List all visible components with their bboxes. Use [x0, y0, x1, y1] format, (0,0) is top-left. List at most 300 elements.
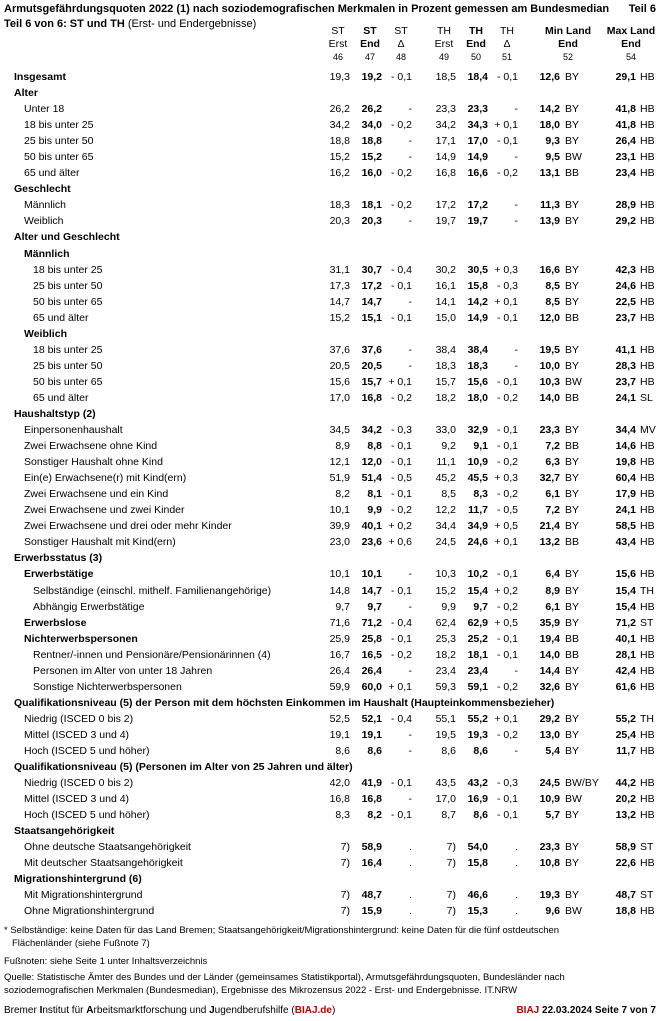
cell-max-value: 28,3: [615, 359, 636, 372]
cell-th-delta: + 0,1: [494, 119, 518, 132]
cell-th-erst: 9,2: [441, 440, 456, 453]
cell-min-value: 18,0: [539, 119, 560, 132]
cell-max-value: 17,9: [615, 488, 636, 501]
cell-min-land: BW: [565, 151, 582, 164]
cell-min-value: 10,3: [539, 375, 560, 388]
cell-th-end: 17,2: [467, 199, 488, 212]
cell-st-end: 17,2: [361, 279, 382, 292]
cell-max-value: 44,2: [615, 777, 636, 790]
cell-min-value: 13,2: [539, 536, 560, 549]
cell-st-erst: 20,3: [329, 215, 350, 228]
cell-max-land: ST: [640, 889, 654, 902]
cell-st-erst: 8,6: [335, 744, 350, 757]
cell-min-land: BY: [565, 119, 580, 132]
cell-th-delta: -: [514, 343, 518, 356]
row-label: Sonstige Nichterwerbspersonen: [33, 680, 182, 693]
cell-th-delta: + 0,5: [494, 520, 518, 533]
cell-th-erst: 19,7: [435, 215, 456, 228]
cell-max-value: 22,6: [615, 857, 636, 870]
cell-st-erst: 15,6: [329, 375, 350, 388]
cell-min-value: 19,3: [539, 889, 560, 902]
organization-line: Bremer Institut für Arbeitsmarktforschung und Jugendberufshilfe (BIAJ.de): [4, 1005, 336, 1016]
cell-st-erst: 17,0: [329, 391, 350, 404]
cell-th-end: 10,2: [467, 568, 488, 581]
cell-st-delta: - 0,1: [390, 584, 412, 597]
row-label: Erwerbslose: [24, 616, 87, 629]
cell-th-delta: -: [514, 744, 518, 757]
cell-min-value: 8,5: [545, 295, 560, 308]
cell-st-erst: 8,9: [335, 440, 350, 453]
section-heading: [0, 406, 661, 422]
cell-th-erst: 24,5: [435, 536, 456, 549]
cell-th-erst: 7): [446, 889, 456, 902]
cell-st-delta: -: [408, 215, 412, 228]
cell-max-land: HB: [640, 905, 655, 918]
table-row: [0, 165, 661, 181]
cell-st-end: 15,2: [361, 151, 382, 164]
cell-th-end: 8,6: [473, 809, 488, 822]
cell-th-erst: 8,6: [441, 744, 456, 757]
cell-th-delta: - 0,1: [496, 135, 518, 148]
cell-th-end: 34,3: [467, 119, 488, 132]
cell-th-end: 23,4: [467, 664, 488, 677]
cell-st-end: 18,1: [361, 199, 382, 212]
table-row: [0, 631, 661, 647]
cell-max-value: 41,8: [615, 119, 636, 132]
cell-st-erst: 8,3: [335, 809, 350, 822]
cell-th-delta: - 0,1: [496, 71, 518, 83]
cell-th-delta: - 0,2: [496, 600, 518, 613]
cell-th-end: 16,9: [467, 793, 488, 806]
table-row: [0, 711, 661, 727]
cell-st-end: 10,1: [361, 568, 382, 581]
col-header-min-land: Min Land End 52: [544, 25, 592, 62]
cell-th-erst: 25,3: [435, 632, 456, 645]
table-row: [0, 615, 661, 631]
cell-st-delta: - 0,1: [390, 632, 412, 645]
col-header-th-delta: TH Δ 51: [500, 25, 514, 62]
cell-st-end: 19,1: [361, 728, 382, 741]
cell-st-end: 26,4: [361, 664, 382, 677]
cell-max-land: HB: [640, 664, 655, 677]
row-label: 65 und älter: [24, 167, 80, 180]
cell-min-value: 12,6: [539, 71, 560, 83]
row-label: Ohne Migrationshintergrund: [24, 905, 155, 918]
cell-th-erst: 23,4: [435, 664, 456, 677]
cell-th-end: 18,1: [467, 648, 488, 661]
cell-min-land: BW: [565, 375, 582, 388]
cell-max-value: 28,1: [615, 648, 636, 661]
cell-st-delta: -: [408, 664, 412, 677]
cell-max-land: HB: [640, 215, 655, 228]
cell-st-end: 8,8: [367, 440, 382, 453]
row-label: Migrationshintergrund (6): [14, 873, 142, 886]
data-table: [0, 69, 661, 919]
table-row: [0, 213, 661, 229]
cell-st-end: 8,1: [367, 488, 382, 501]
cell-th-delta: + 0,5: [494, 616, 518, 629]
cell-min-land: BY: [565, 809, 580, 822]
cell-max-land: HB: [640, 777, 655, 790]
cell-max-land: HB: [640, 71, 655, 83]
cell-st-end: 16,5: [361, 648, 382, 661]
cell-max-value: 61,6: [615, 680, 636, 693]
cell-st-delta: - 0,1: [390, 440, 412, 453]
subtitle-rest: (Erst- und Endergebnisse): [124, 18, 257, 30]
cell-max-value: 58,9: [615, 841, 636, 854]
cell-max-value: 26,4: [615, 135, 636, 148]
cell-max-land: SL: [640, 391, 653, 404]
table-row: [0, 647, 661, 663]
cell-th-erst: 16,8: [435, 167, 456, 180]
cell-min-land: BY: [565, 584, 580, 597]
cell-th-erst: 7): [446, 841, 456, 854]
cell-st-end: 12,0: [361, 456, 382, 469]
cell-th-delta: + 0,3: [494, 472, 518, 485]
table-row: [0, 855, 661, 871]
cell-min-value: 14,0: [539, 648, 560, 661]
footnote-asterisk: * Selbständige: keine Daten für das Land Bremen; Staatsangehörigkeit/Migrationshintergrund: keine Daten für die fünf ostdeutschen: [4, 925, 560, 936]
cell-st-end: 16,4: [361, 857, 382, 870]
row-label: 25 bis unter 50: [24, 135, 94, 148]
table-row: [0, 310, 661, 326]
cell-max-value: 23,7: [615, 375, 636, 388]
cell-max-value: 43,4: [615, 536, 636, 549]
cell-th-delta: - 0,1: [496, 568, 518, 581]
cell-th-end: 14,2: [467, 295, 488, 308]
cell-th-end: 16,6: [467, 167, 488, 180]
cell-st-erst: 16,7: [329, 648, 350, 661]
cell-max-value: 28,9: [615, 199, 636, 212]
cell-th-erst: 17,0: [435, 793, 456, 806]
cell-min-land: BY: [565, 103, 580, 116]
cell-st-end: 18,8: [361, 135, 382, 148]
cell-min-value: 9,3: [545, 135, 560, 148]
cell-min-land: BY: [565, 295, 580, 308]
cell-st-delta: -: [408, 135, 412, 148]
cell-max-land: HB: [640, 857, 655, 870]
cell-st-erst: 34,5: [329, 424, 350, 437]
section-heading: [0, 229, 661, 245]
cell-min-value: 6,1: [545, 488, 560, 501]
cell-st-end: 14,7: [361, 584, 382, 597]
row-label: 18 bis unter 25: [33, 263, 103, 276]
cell-st-delta: - 0,2: [390, 119, 412, 132]
cell-th-end: 14,9: [467, 311, 488, 324]
cell-st-erst: 42,0: [329, 777, 350, 790]
cell-min-land: BY: [565, 488, 580, 501]
cell-th-delta: .: [515, 857, 518, 870]
cell-min-land: BY: [565, 472, 580, 485]
cell-max-value: 48,7: [615, 889, 636, 902]
table-row: [0, 903, 661, 919]
cell-st-delta: .: [409, 905, 412, 918]
cell-max-land: HB: [640, 504, 655, 517]
cell-th-end: 14,9: [467, 151, 488, 164]
cell-st-end: 41,9: [361, 777, 382, 790]
cell-st-end: 20,5: [361, 359, 382, 372]
cell-th-delta: - 0,2: [496, 456, 518, 469]
cell-min-land: BY: [565, 600, 580, 613]
cell-th-delta: - 0,2: [496, 728, 518, 741]
row-label: 65 und älter: [33, 311, 89, 324]
cell-max-land: HB: [640, 632, 655, 645]
row-label: Qualifikationsniveau (5) der Person mit dem höchsten Einkommen im Haushalt (Haupteinkommensbezieher): [14, 696, 555, 709]
cell-th-end: 43,2: [467, 777, 488, 790]
table-row: [0, 486, 661, 502]
table-row: [0, 663, 661, 679]
cell-th-erst: 17,2: [435, 199, 456, 212]
cell-max-value: 23,4: [615, 167, 636, 180]
cell-st-end: 58,9: [361, 841, 382, 854]
cell-max-value: 40,1: [615, 632, 636, 645]
cell-max-land: HB: [640, 119, 655, 132]
table-row: [0, 583, 661, 599]
cell-st-delta: -: [408, 600, 412, 613]
cell-st-erst: 20,5: [329, 359, 350, 372]
cell-st-erst: 7): [340, 905, 350, 918]
cell-st-erst: 12,1: [329, 456, 350, 469]
row-label: Zwei Erwachsene und drei oder mehr Kinder: [24, 520, 232, 533]
cell-max-land: HB: [640, 103, 655, 116]
table-row: [0, 294, 661, 310]
cell-min-land: BY: [565, 664, 580, 677]
cell-st-erst: 51,9: [329, 472, 350, 485]
cell-st-erst: 52,5: [329, 712, 350, 725]
cell-st-end: 9,7: [367, 600, 382, 613]
cell-st-erst: 71,6: [329, 616, 350, 629]
row-label: Selbständige (einschl. mithelf. Familienangehörige): [33, 584, 272, 597]
cell-st-delta: - 0,2: [390, 504, 412, 517]
cell-st-delta: - 0,1: [390, 71, 412, 83]
cell-st-delta: - 0,4: [390, 616, 412, 629]
cell-min-value: 24,5: [539, 777, 560, 790]
cell-st-erst: 26,2: [329, 103, 350, 116]
cell-max-value: 22,5: [615, 295, 636, 308]
row-label: Alter und Geschlecht: [14, 231, 120, 244]
row-label: Staatsangehörigkeit: [14, 825, 115, 838]
cell-min-land: BY: [565, 520, 580, 533]
cell-th-erst: 8,5: [441, 488, 456, 501]
col-header-th-end: TH End 50: [466, 25, 486, 62]
cell-th-end: 25,2: [467, 632, 488, 645]
cell-st-end: 30,7: [361, 263, 382, 276]
cell-th-delta: - 0,2: [496, 488, 518, 501]
cell-st-delta: - 0,1: [390, 279, 412, 292]
cell-max-land: MV: [640, 424, 656, 437]
cell-max-land: HB: [640, 520, 655, 533]
cell-st-erst: 18,8: [329, 135, 350, 148]
cell-th-erst: 8,7: [441, 809, 456, 822]
cell-max-land: HB: [640, 359, 655, 372]
cell-st-erst: 34,2: [329, 119, 350, 132]
col-header-st-end: ST End 47: [360, 25, 380, 62]
cell-min-value: 6,4: [545, 568, 560, 581]
section-heading: [0, 695, 661, 711]
cell-min-land: BY: [565, 456, 580, 469]
cell-min-value: 14,2: [539, 103, 560, 116]
row-label: Weiblich: [24, 327, 67, 340]
cell-min-land: BY: [565, 680, 580, 693]
cell-th-end: 9,1: [473, 440, 488, 453]
row-label: Rentner/-innen und Pensionäre/Pensionärinnen (4): [33, 648, 271, 661]
table-row: [0, 887, 661, 903]
cell-st-end: 51,4: [361, 472, 382, 485]
cell-st-delta: - 0,2: [390, 167, 412, 180]
row-label: Niedrig (ISCED 0 bis 2): [24, 777, 134, 790]
cell-st-delta: - 0,4: [390, 263, 412, 276]
cell-min-land: BY: [565, 744, 580, 757]
footnote-asterisk-cont: Flächenländer (siehe Fußnote 7): [12, 938, 150, 949]
table-row: [0, 534, 661, 550]
cell-max-land: HB: [640, 536, 655, 549]
cell-max-land: HB: [640, 472, 655, 485]
cell-min-land: BY: [565, 728, 580, 741]
row-label: Niedrig (ISCED 0 bis 2): [24, 712, 134, 725]
row-label: Insgesamt: [14, 71, 66, 83]
cell-th-erst: 7): [446, 905, 456, 918]
cell-max-land: HB: [640, 440, 655, 453]
row-label: Nichterwerbspersonen: [24, 632, 138, 645]
table-row: [0, 358, 661, 374]
cell-max-value: 15,6: [615, 568, 636, 581]
cell-th-erst: 45,2: [435, 472, 456, 485]
cell-st-delta: + 0,6: [388, 536, 412, 549]
cell-min-value: 6,3: [545, 456, 560, 469]
cell-max-land: HB: [640, 744, 655, 757]
cell-th-delta: - 0,1: [496, 648, 518, 661]
row-label: Zwei Erwachsene ohne Kind: [24, 440, 158, 453]
cell-th-end: 55,2: [467, 712, 488, 725]
cell-th-end: 17,0: [467, 135, 488, 148]
cell-st-end: 60,0: [361, 680, 382, 693]
cell-st-delta: - 0,5: [390, 472, 412, 485]
cell-st-delta: - 0,3: [390, 424, 412, 437]
cell-max-value: 23,1: [615, 151, 636, 164]
row-label: 50 bis unter 65: [33, 295, 103, 308]
cell-min-value: 9,5: [545, 151, 560, 164]
page-info: BIAJ 22.03.2024 Seite 7 von 7: [516, 1005, 656, 1016]
cell-min-land: BB: [565, 536, 580, 549]
cell-th-end: 19,3: [467, 728, 488, 741]
cell-max-value: 20,2: [615, 793, 636, 806]
cell-th-erst: 16,1: [435, 279, 456, 292]
cell-st-delta: -: [408, 744, 412, 757]
table-row: [0, 197, 661, 213]
cell-st-end: 14,7: [361, 295, 382, 308]
cell-st-end: 15,9: [361, 905, 382, 918]
cell-max-value: 19,8: [615, 456, 636, 469]
table-row: [0, 342, 661, 358]
cell-max-land: HB: [640, 728, 655, 741]
cell-st-delta: - 0,2: [390, 648, 412, 661]
cell-st-end: 26,2: [361, 103, 382, 116]
cell-st-erst: 10,1: [329, 504, 350, 517]
row-label: Mit deutscher Staatsangehörigkeit: [24, 857, 183, 870]
table-row: [0, 775, 661, 791]
cell-max-land: HB: [640, 167, 655, 180]
cell-min-value: 19,4: [539, 632, 560, 645]
cell-min-land: BB: [565, 440, 580, 453]
cell-min-land: BY: [565, 857, 580, 870]
cell-st-end: 52,1: [361, 712, 382, 725]
cell-max-value: 14,6: [615, 440, 636, 453]
row-label: 50 bis unter 65: [24, 151, 94, 164]
cell-st-delta: - 0,1: [390, 777, 412, 790]
part-label: Teil 6: [628, 3, 656, 15]
cell-min-value: 10,8: [539, 857, 560, 870]
cell-st-erst: 7): [340, 841, 350, 854]
row-label: 18 bis unter 25: [33, 343, 103, 356]
row-label: Unter 18: [24, 103, 65, 116]
cell-st-erst: 15,2: [329, 151, 350, 164]
table-row: [0, 374, 661, 390]
cell-st-end: 8,2: [367, 809, 382, 822]
row-label: Hoch (ISCED 5 und höher): [24, 809, 150, 822]
cell-th-delta: -: [514, 215, 518, 228]
cell-min-value: 5,7: [545, 809, 560, 822]
cell-st-erst: 7): [340, 857, 350, 870]
table-row: [0, 791, 661, 807]
cell-th-delta: - 0,1: [496, 632, 518, 645]
cell-th-erst: 34,2: [435, 119, 456, 132]
cell-st-delta: - 0,2: [390, 391, 412, 404]
cell-th-end: 8,6: [473, 744, 488, 757]
table-row: [0, 727, 661, 743]
cell-min-land: BB: [565, 311, 580, 324]
row-label: 25 bis unter 50: [33, 359, 103, 372]
cell-th-delta: .: [515, 905, 518, 918]
cell-th-erst: 9,9: [441, 600, 456, 613]
cell-th-erst: 33,0: [435, 424, 456, 437]
cell-st-delta: -: [408, 343, 412, 356]
row-label: Alter: [14, 87, 38, 100]
cell-max-value: 42,4: [615, 664, 636, 677]
cell-th-delta: .: [515, 841, 518, 854]
row-label: Personen im Alter von unter 18 Jahren: [33, 664, 213, 677]
cell-st-end: 20,3: [361, 215, 382, 228]
cell-min-land: BY: [565, 889, 580, 902]
row-label: Sonstiger Haushalt mit Kind(ern): [24, 536, 176, 549]
cell-max-land: TH: [640, 712, 654, 725]
cell-min-land: BY: [565, 71, 580, 83]
cell-max-value: 60,4: [615, 472, 636, 485]
cell-th-end: 15,4: [467, 584, 488, 597]
table-row: [0, 743, 661, 759]
cell-min-value: 23,3: [539, 424, 560, 437]
cell-th-end: 9,7: [473, 600, 488, 613]
col-header-th-erst: TH Erst 49: [434, 25, 454, 62]
cell-th-erst: 62,4: [435, 616, 456, 629]
table-row: [0, 149, 661, 165]
cell-st-end: 71,2: [361, 616, 382, 629]
cell-th-delta: - 0,2: [496, 680, 518, 693]
cell-th-delta: -: [514, 664, 518, 677]
cell-st-erst: 16,8: [329, 793, 350, 806]
row-label: Ohne deutsche Staatsangehörigkeit: [24, 841, 191, 854]
biaj-link[interactable]: BIAJ.de: [294, 1005, 332, 1016]
table-row: [0, 502, 661, 518]
cell-st-erst: 16,2: [329, 167, 350, 180]
row-label: Männlich: [24, 247, 70, 260]
cell-max-value: 55,2: [615, 712, 636, 725]
cell-th-end: 18,0: [467, 391, 488, 404]
cell-max-land: HB: [640, 151, 655, 164]
cell-th-delta: + 0,3: [494, 263, 518, 276]
row-label: Ein(e) Erwachsene(r) mit Kind(ern): [24, 472, 187, 485]
row-label: Hoch (ISCED 5 und höher): [24, 744, 150, 757]
cell-th-erst: 17,1: [435, 135, 456, 148]
